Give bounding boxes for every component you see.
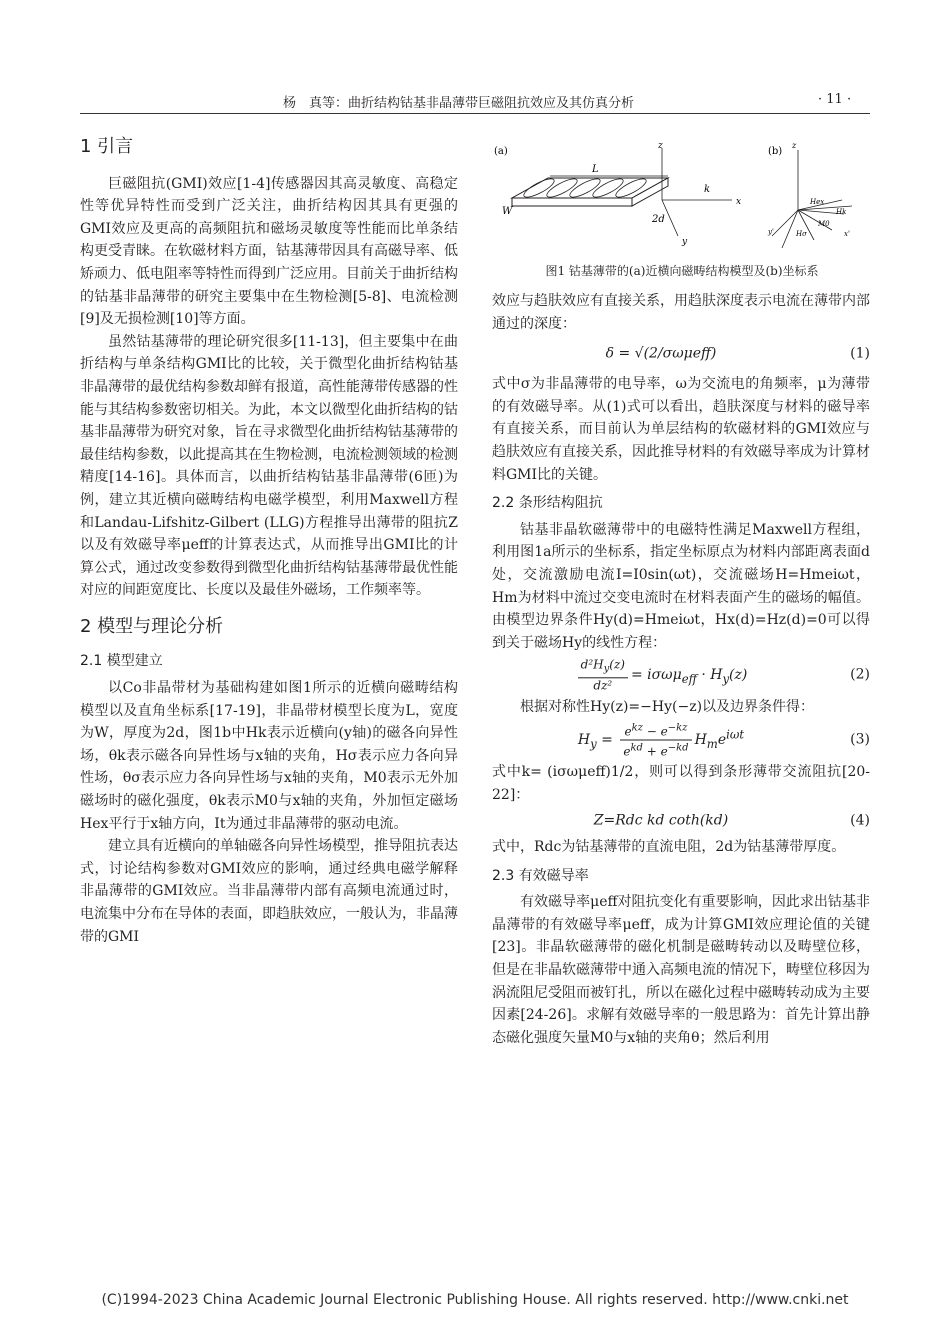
fig-label-2d: 2d: [652, 214, 665, 225]
section-2-1-title: 2.1 模型建立: [80, 653, 163, 670]
paragraph: 巨磁阻抗(GMI)效应[1-4]传感器因其高灵敏度、高稳定性等优异特性而受到广泛关注，曲折结构因其具有更强的GMI效应及更高的高频阻抗和磁场灵敏度等性能而比单条结构更受青睐。在软磁材料方面，钴基薄带因具有高磁导率、低矫顽力、低电阻率等特性而得到广泛应用。目前关于曲折结构的钴基非晶薄带的研究主要集中在生物检测[5-8]、电流检测[9]及无损检测[10]等方面。: [80, 175, 458, 328]
section-2-title: 2 模型与理论分析: [80, 615, 224, 637]
fig-label-hk: Hk: [836, 208, 847, 216]
running-title: 杨 真等：曲折结构钴基非晶薄带巨磁阻抗效应及其仿真分析: [283, 96, 635, 111]
header-rule: [80, 113, 870, 114]
section-1-title: 1 引言: [80, 136, 134, 157]
equation-3: [492, 719, 870, 761]
left-column: [80, 136, 458, 948]
fig-label-z: z: [658, 141, 663, 151]
equation-2: [492, 654, 870, 696]
fig-label-xprime: x': [844, 230, 850, 238]
figure-1: [492, 140, 872, 252]
paragraph: 根据对称性Hy(z)=−Hy(−z)以及边界条件得：: [520, 699, 815, 716]
equation-2-number: (2): [850, 667, 870, 684]
equation-2-body: $\frac{d^2H_y(z)}{\text{dz²}}$ = $i\sigma\omega\mu_{eff} \cdot H_y(z)$: [492, 658, 830, 693]
paragraph: 式中σ为非晶薄带的电导率，ω为交流电的角频率，μ为薄带的有效磁导率。从(1)式可以看出，趋肤深度与材料的磁导率有直接关系，而目前认为单层结构的软磁材料的GMI效应与趋肤效应有直接关系，因此推导材料的有效磁导率成为计算材料GMI比的关键。: [492, 376, 870, 483]
fig-label-y: y: [682, 237, 688, 247]
paragraph: 以Co非晶带材为基础构建如图1所示的近横向磁畴结构模型以及直角坐标系[17-19]，非晶带材模型长度为L，宽度为W，厚度为2d，图1b中Hk表示近横向(y轴)的磁各向异性场，θk表示磁各向异性场与x轴的夹角，Hσ表示应力各向异性场，θσ表示应力各向异性场与x轴的夹角，M0表示无外加磁场时的磁化强度，θk表示M0与x轴的夹角，外加恒定磁场Hex平行于x轴方向，It为通过非晶薄带的驱动电流。: [80, 680, 458, 832]
fig-label-W: W: [502, 206, 513, 217]
paragraph: 建立具有近横向的单轴磁各向异性场模型，推导阻抗表达式，讨论结构参数对GMI效应的影响，通过经典电磁学解释非晶薄带的GMI效应。当非晶薄带内部有高频电流通过时，电流集中分布在导体的表面，即趋肤效应，一般认为，非晶薄带的GMI: [80, 838, 458, 945]
page-number: · 11 ·: [818, 92, 852, 107]
paragraph: 有效磁导率μeff对阻抗变化有重要影响，因此求出钴基非晶薄带的有效磁导率μeff，成为计算GMI效应理论值的关键[23]。非晶软磁薄带的磁化机制是磁畴转动以及畴壁位移，但是在非晶软磁薄带中通入高频电流的情况下，畴壁位移因为涡流阻尼受阻而被钉扎，所以在磁化过程中磁畴转动成为主要因素[24-26]。求解有效磁导率的一般思路为：首先计算出静态磁化强度矢量M0与x轴的夹角θ；然后利用: [492, 894, 870, 1046]
fig-label-hsigma: Hσ: [796, 230, 807, 238]
figure-caption: 图1 钴基薄带的(a)近横向磁畴结构模型及(b)坐标系: [545, 264, 819, 278]
fig-label-a: (a): [494, 146, 508, 157]
section-2-2-title: 2.2 条形结构阻抗: [492, 495, 603, 512]
copyright-footer: (C)1994-2023 China Academic Journal Electronic Publishing House. All rights reserved. http://www.cnki.net: [101, 1292, 849, 1308]
ribbon-front-face: [512, 198, 632, 206]
right-column: [492, 290, 870, 1049]
equation-3-number: (3): [850, 731, 870, 748]
fig-label-L: L: [592, 164, 599, 175]
paragraph: 钴基非晶软磁薄带中的电磁特性满足Maxwell方程组，利用图1a所示的坐标系，指定坐标原点为材料内部距离表面d处，交流激励电流I=I0sin(ωt)，交流磁场H=Hmeiωt，Hm为材料中流过交变电流时在材料表面产生的磁场的幅值。由模型边界条件Hy(d)=Hmeiωt，Hx(d)=Hz(d)=0可以得到关于磁场Hy的线性方程：: [492, 521, 870, 651]
fig-label-yprime: y': [768, 228, 774, 236]
section-2-3-title: 2.3 有效磁导率: [492, 867, 589, 884]
fig-label-k: k: [704, 184, 711, 195]
equation-4-number: (4): [850, 812, 870, 829]
fig-label-m0: M0: [818, 220, 830, 228]
paragraph: 式中，Rdc为钴基薄带的直流电阻，2d为钴基薄带厚度。: [492, 839, 846, 856]
fig-label-hex: Hex: [810, 198, 825, 206]
paragraph: 式中k= (iσωμeff)1/2，则可以得到条形薄带交流阻抗[20-22]：: [492, 763, 870, 803]
equation-3-body: $H_y$ = $\frac{e^{kz} - e^{-kz}}{e^{kd} + e^{-kd}}$ $H_me^{i\omega t}$: [577, 722, 745, 759]
paragraph: 效应与趋肤效应有直接关系，用趋肤深度表示电流在薄带内部通过的深度：: [492, 293, 870, 332]
equation-1-body: δ = √(2/σωμeff): [605, 345, 717, 362]
equation-1: [492, 335, 870, 373]
fig-label-b: (b): [768, 146, 783, 157]
equation-4-body: Z=Rdc kd coth(kd): [593, 812, 729, 829]
paragraph: 虽然钴基薄带的理论研究很多[11-13]，但主要集中在曲折结构与单条结构GMI比的比较，关于微型化曲折结构钴基非晶薄带的最优结构参数却鲜有报道，高性能薄带传感器的性能与其结构参数密切相关。为此，本文以微型化曲折结构的钴基非晶薄带为研究对象，旨在寻求微型化曲折结构钴基薄带的最佳结构参数，以此提高其在生物检测，电流检测领域的检测精度[14-16]。具体而言，以曲折结构钴基非晶薄带(6匝)为例，建立其近横向磁畴结构电磁学模型，利用Maxwell方程和Landau-Lifshitz-Gilbert (LLG)方程推导出薄带的阻抗Z以及有效磁导率μeff的计算表达式，从而推导出GMI比的计算公式，通过改变参数得到微型化曲折结构钴基薄带最优性能对应的间距宽度比、长度以及最佳外磁场，工作频率等。: [80, 333, 458, 599]
fig-label-x: x: [736, 197, 742, 207]
fig-label-z2: z: [792, 141, 797, 150]
equation-4: [492, 806, 870, 836]
equation-1-number: (1): [850, 345, 870, 362]
